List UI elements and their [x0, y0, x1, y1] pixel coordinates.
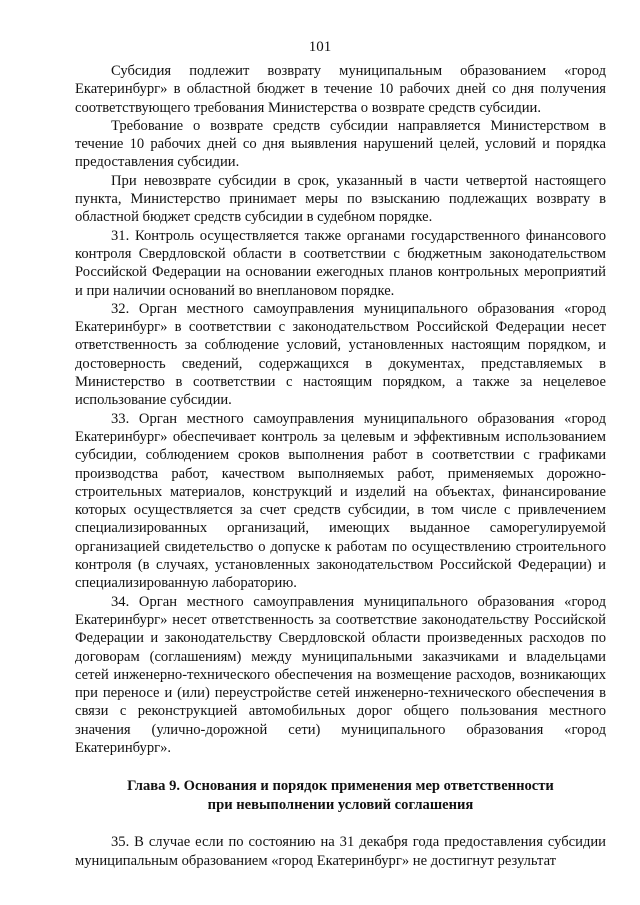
paragraph-item-32: 32. Орган местного самоуправления муниципального образования «город Екатеринбург» в соответствии с законодательством Российской Федерации несет ответственность за соблюдение условий, установленных настоящим порядком, и достоверность сведений, содержащихся в документах, представляемых в Министерство в соответствии с настоящим порядком, а также за нецелевое использование субсидии.	[75, 300, 606, 409]
paragraph-item-33: 33. Орган местного самоуправления муниципального образования «город Екатеринбург» обеспечивает контроль за целевым и эффективным использованием субсидии, соблюдением сроков выполнения работ в соответствии с графиками производства работ, качеством выполняемых работ, применяемых дорожно-строительных материалов, конструкций и изделий на объектах, финансирование которых осуществляется за счет средств субсидии, в том числе с привлечением специализированных организаций, имеющих выданное саморегулируемой организацией свидетельство о допуске к работам по осуществлению строительного контроля (в случаях, установленных законодательством Российской Федерации) и специализированную лабораторию.	[75, 410, 606, 592]
paragraph-item-35: 35. В случае если по состоянию на 31 декабря года предоставления субсидии муниципальным образованием «город Екатеринбург» не достигнут результат	[75, 834, 606, 869]
page-body	[75, 62, 606, 870]
chapter-heading	[75, 777, 606, 815]
chapter-heading-line-1: Глава 9. Основания и порядок применения мер ответственности	[127, 778, 554, 795]
paragraph-item-34: 34. Орган местного самоуправления муниципального образования «город Екатеринбург» несет ответственность за соответствие законодательству Российской Федерации и законодательству Свердловской области произведенных расходов по договорам (соглашениям) между муниципальными заказчиками и владельцами сетей инженерно-технического обеспечения на возмещение расходов, возникающих при переносе и (или) переустройстве сетей инженерно-технического обеспечения в связи с реконструкцией автомобильных дорог общего пользования местного значения (улично-дорожной сети) муниципального образования «город Екатеринбург».	[75, 593, 606, 756]
paragraph-non-return: При невозврате субсидии в срок, указанный в части четвертой настоящего пункта, Министерство принимает меры по взысканию подлежащих возврату в областной бюджет средств субсидии в судебном порядке.	[75, 172, 606, 226]
chapter-heading-line-2: при невыполнении условий соглашения	[207, 797, 474, 814]
paragraph-subsidy-return: Субсидия подлежит возврату муниципальным образованием «город Екатеринбург» в областной бюджет в течение 10 рабочих дней со дня получения соответствующего требования Министерства о возврате средств субсидии.	[75, 63, 606, 116]
paragraph-return-demand: Требование о возврате средств субсидии направляется Министерством в течение 10 рабочих дней со дня выявления нарушений целей, условий и порядка предоставления субсидии.	[75, 117, 606, 171]
paragraph-item-31: 31. Контроль осуществляется также органами государственного финансового контроля Свердловской области в соответствии с бюджетным законодательством Российской Федерации на основании ежегодных планов контрольных мероприятий и при наличии оснований во внеплановом порядке.	[75, 227, 606, 299]
page-number: 101	[308, 39, 332, 55]
